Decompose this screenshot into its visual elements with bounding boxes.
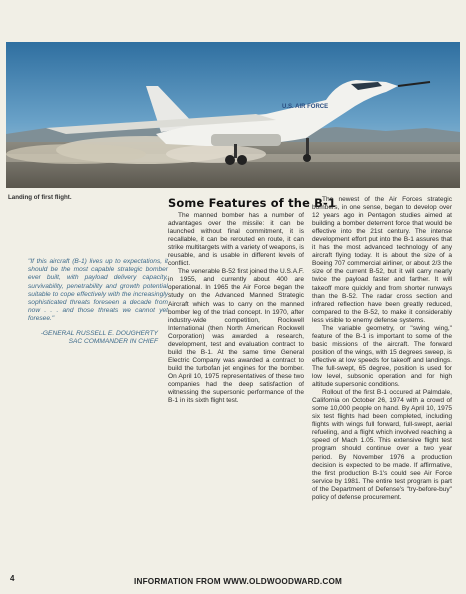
attribution-name: -GENERAL RUSSELL E. DOUGHERTY	[40, 330, 158, 337]
attribution-title: SAC COMMANDER IN CHIEF	[68, 338, 158, 346]
quote-text: "If this aircraft (B-1) lives up to expectations, it should be the most capable strategic bomber ever built, with payload delivery capacity, survivability, penetrability and growth potential suitable to cope effectively with the increasingly sophisticated threats foreseen a decade from now . . . and those threats we cannot yet foresee."	[28, 258, 168, 323]
article-column-1	[168, 212, 304, 405]
paragraph: Rollout of the first B-1 occured at Palmdale, California on October 26, 1974 with a crowd of some 10,000 people on hand. By April 10, 1975 six test flights had been completed, including flights with wings full forward, full-swept, aerial refueling, and a flight which involved reaching a speed of Mach 1.05. This extensive flight test program should continue over a two year period. By November 1976 a production decision is expected to be made. If affirmative, the first production B-1's could see Air Force service by 1981. The entire test program is part of the Department of Defense's "try-before-buy" policy of defense procurement.	[312, 389, 452, 501]
paragraph: The variable geometry, or "swing wing," feature of the B-1 is important to some of the basic missions of the aircraft. The forward position of the wings, with 15 degrees sweep, is effective at low speeds for takeoff and landings. The full-swept, 65 degree, position is used for low level, subsonic operation and for high altitude supersonic conditions.	[312, 324, 452, 389]
b1-landing-photo	[6, 42, 460, 188]
article-heading: Some Features of the B-1	[168, 196, 337, 210]
photo-caption: Landing of first flight.	[8, 194, 72, 201]
article-column-2	[312, 196, 452, 502]
paragraph: The venerable B-52 first joined the U.S.A.F. in 1955, and currently about 400 are operational. In 1965 the Air Force began the study on the Advanced Manned Strategic Aircraft which was to carry on the manned bomber leg of the triad concept. In 1970, after industry-wide competition, Rockwell International (then North American Rockwell Corporation) was awarded a research, development, test and evaluation contract to build the B-1. At the same time General Electric Company was awarded a contract to build the turbofan jet engines for the bomber. On April 10, 1975 representatives of these two companies had the deep satisfaction of witnessing the supersonic performance of the B-1 in its sixth flight test.	[168, 268, 304, 405]
source-footer: INFORMATION FROM WWW.OLDWOODWARD.COM	[134, 577, 343, 586]
pull-quote	[28, 258, 168, 324]
quote-attribution	[28, 330, 158, 346]
page-number: 4	[10, 574, 15, 583]
paragraph: The newest of the Air Forces strategic bombers, in one sense, began to develop over 12 years ago in Pentagon studies aimed at building a bomber deterrent force that would be effective into the 21st century. The intense development effort put into the B-1 assures that it has the most advanced technology of any aircraft flying today. It is about the size of a Boeing 707 commercial airliner, or about 2/3 the size of the current B-52, but it will carry nearly twice the payload faster and farther. It will takeoff more quickly and from shorter runways than the B-52. The radar cross section and infrared reflection have been greatly reduced, compared to the B-52, to make it considerably less visible to enemy defense systems.	[312, 196, 452, 324]
aircraft-marking: U.S. AIR FORCE	[282, 104, 329, 110]
b1-aircraft-image	[6, 42, 460, 188]
paragraph: The manned bomber has a number of advantages over the missile: it can be launched without final commitment, it is recallable, it can be rerouted en route, it can strike multitargets with a variety of weapons, is reusable, and is usable in different levels of conflict.	[168, 212, 304, 268]
